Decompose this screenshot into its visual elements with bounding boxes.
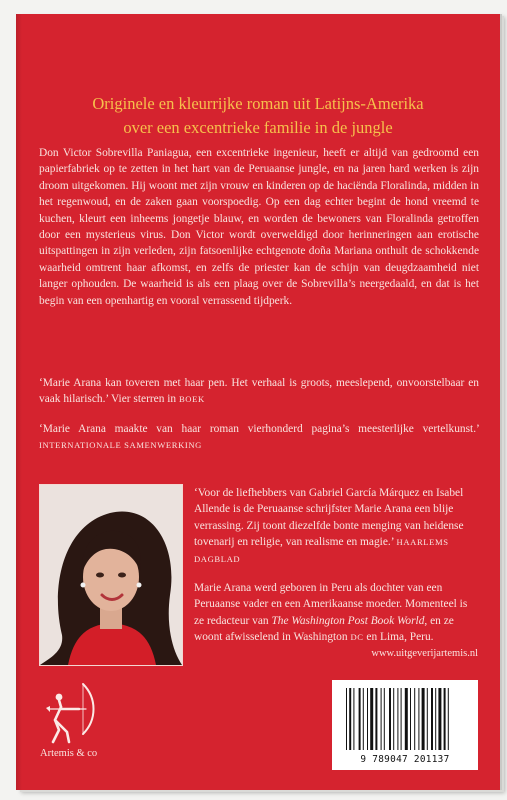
quote-source: HAARLEMS DAGBLAD <box>194 537 449 564</box>
barcode-bar <box>375 688 377 750</box>
bio-dc: DC <box>350 632 364 643</box>
quote-haarlems-dagblad <box>194 485 478 567</box>
bio-text-1: Marie Arana werd geboren in Peru als dochter van een Peruaanse vader en een Amerikaanse moeder. Momenteel is ze redacteur van <box>194 582 468 627</box>
archer-icon <box>39 676 99 746</box>
barcode-bar <box>418 688 419 750</box>
author-bio <box>194 580 478 646</box>
barcode-bar <box>401 688 402 750</box>
headline-line-1: Originele en kleurrijke roman uit Latijns-Amerika <box>92 94 424 113</box>
quote-text: ‘Marie Arana maakte van haar roman vierhonderd pagina’s meesterlijke vertelkunst.’ <box>39 423 479 435</box>
barcode-bar <box>435 688 436 750</box>
barcode-bar <box>427 688 428 750</box>
barcode-bar <box>414 688 415 750</box>
barcode-bar <box>349 688 351 750</box>
bio-publication: The Washington Post Book World <box>271 614 425 627</box>
barcode-bar <box>397 688 398 750</box>
isbn-barcode <box>332 680 478 770</box>
barcode-bar <box>381 688 382 750</box>
quote-source: BOEK <box>178 394 205 405</box>
barcode-bar <box>431 688 433 750</box>
barcode-bar <box>405 688 408 750</box>
bio-text-3: en Lima, Peru. <box>363 631 434 644</box>
quote-text: ‘Voor de liefhebbers van Gabriel García Márquez en Isabel Allende is de Peruaanse schrijfster Marie Arana een blije verrassing. Zij toont diezelfde bonte menging van heidense tovenarij en religie, van realisme en magie.’ <box>194 487 464 549</box>
bio-text-2: , en ze woont afwisselend in Washington <box>194 614 454 644</box>
publisher-name: Artemis & co <box>40 748 98 759</box>
barcode-bar <box>422 688 425 750</box>
headline <box>38 92 478 140</box>
barcode-bar <box>389 688 391 750</box>
quote-text: ‘Marie Arana kan toveren met haar pen. Het verhaal is groots, meeslepend, onvoorstelbaar en vaak hilarisch.’ Vier sterren in <box>39 377 479 406</box>
quote-internationale-samenwerking <box>39 421 479 454</box>
quote-source: INTERNATIONALE SAMENWERKING <box>39 440 202 451</box>
barcode-bar <box>384 688 385 750</box>
barcode-bar <box>363 688 364 750</box>
barcode-bars <box>342 688 468 750</box>
barcode-bar <box>438 688 441 750</box>
book-back-cover <box>16 14 500 790</box>
author-portrait-image <box>40 485 182 665</box>
publisher-website: www.uitgeverijartemis.nl <box>371 648 478 659</box>
headline-line-2: over een excentrieke familie in de jungle <box>123 118 393 137</box>
barcode-bar <box>367 688 368 750</box>
barcode-bar <box>393 688 394 750</box>
barcode-bar <box>346 688 347 750</box>
barcode-bar <box>410 688 411 750</box>
author-photo <box>39 484 183 666</box>
barcode-bar <box>359 688 361 750</box>
synopsis: Don Victor Sobrevilla Paniagua, een excentrieke ingenieur, heeft er altijd van gedroomd een papierfabriek op te zetten in het hart van de Peruaanse jungle, en na jaren hard werken is zijn droom uitgekomen. Hij woont met zijn vrouw en kinderen op de haciënda Floralinda, midden in het regenwoud, en de zaken gaan voorspoedig. Op een dag echter begint de hond vreemd te kuchen, kleurt een inheems jongetje blauw, en worden de bewoners van Floralinda getroffen door een mysterieus virus. Don Victor wordt overweldigd door herinneringen aan erotische uitspattingen in zijn verleden, zijn fatsoenlijke echtgenote doña Mariana onthult de schokkende waarheid omtrent haar afkomst, en zelfs de priester kan de schijn van deugdzaamheid niet langer ophouden. De waarheid is als een plaag over de Sobrevilla’s neergedaald, en dat is het begin van een openhartig en vooral verrassend tijdperk. <box>39 147 479 307</box>
barcode-bar <box>353 688 354 750</box>
barcode-bar <box>370 688 373 750</box>
isbn-number: 9 789047 201137 <box>360 754 450 765</box>
quote-boek <box>39 375 479 408</box>
barcode-bar <box>448 688 449 750</box>
barcode-bar <box>444 688 446 750</box>
